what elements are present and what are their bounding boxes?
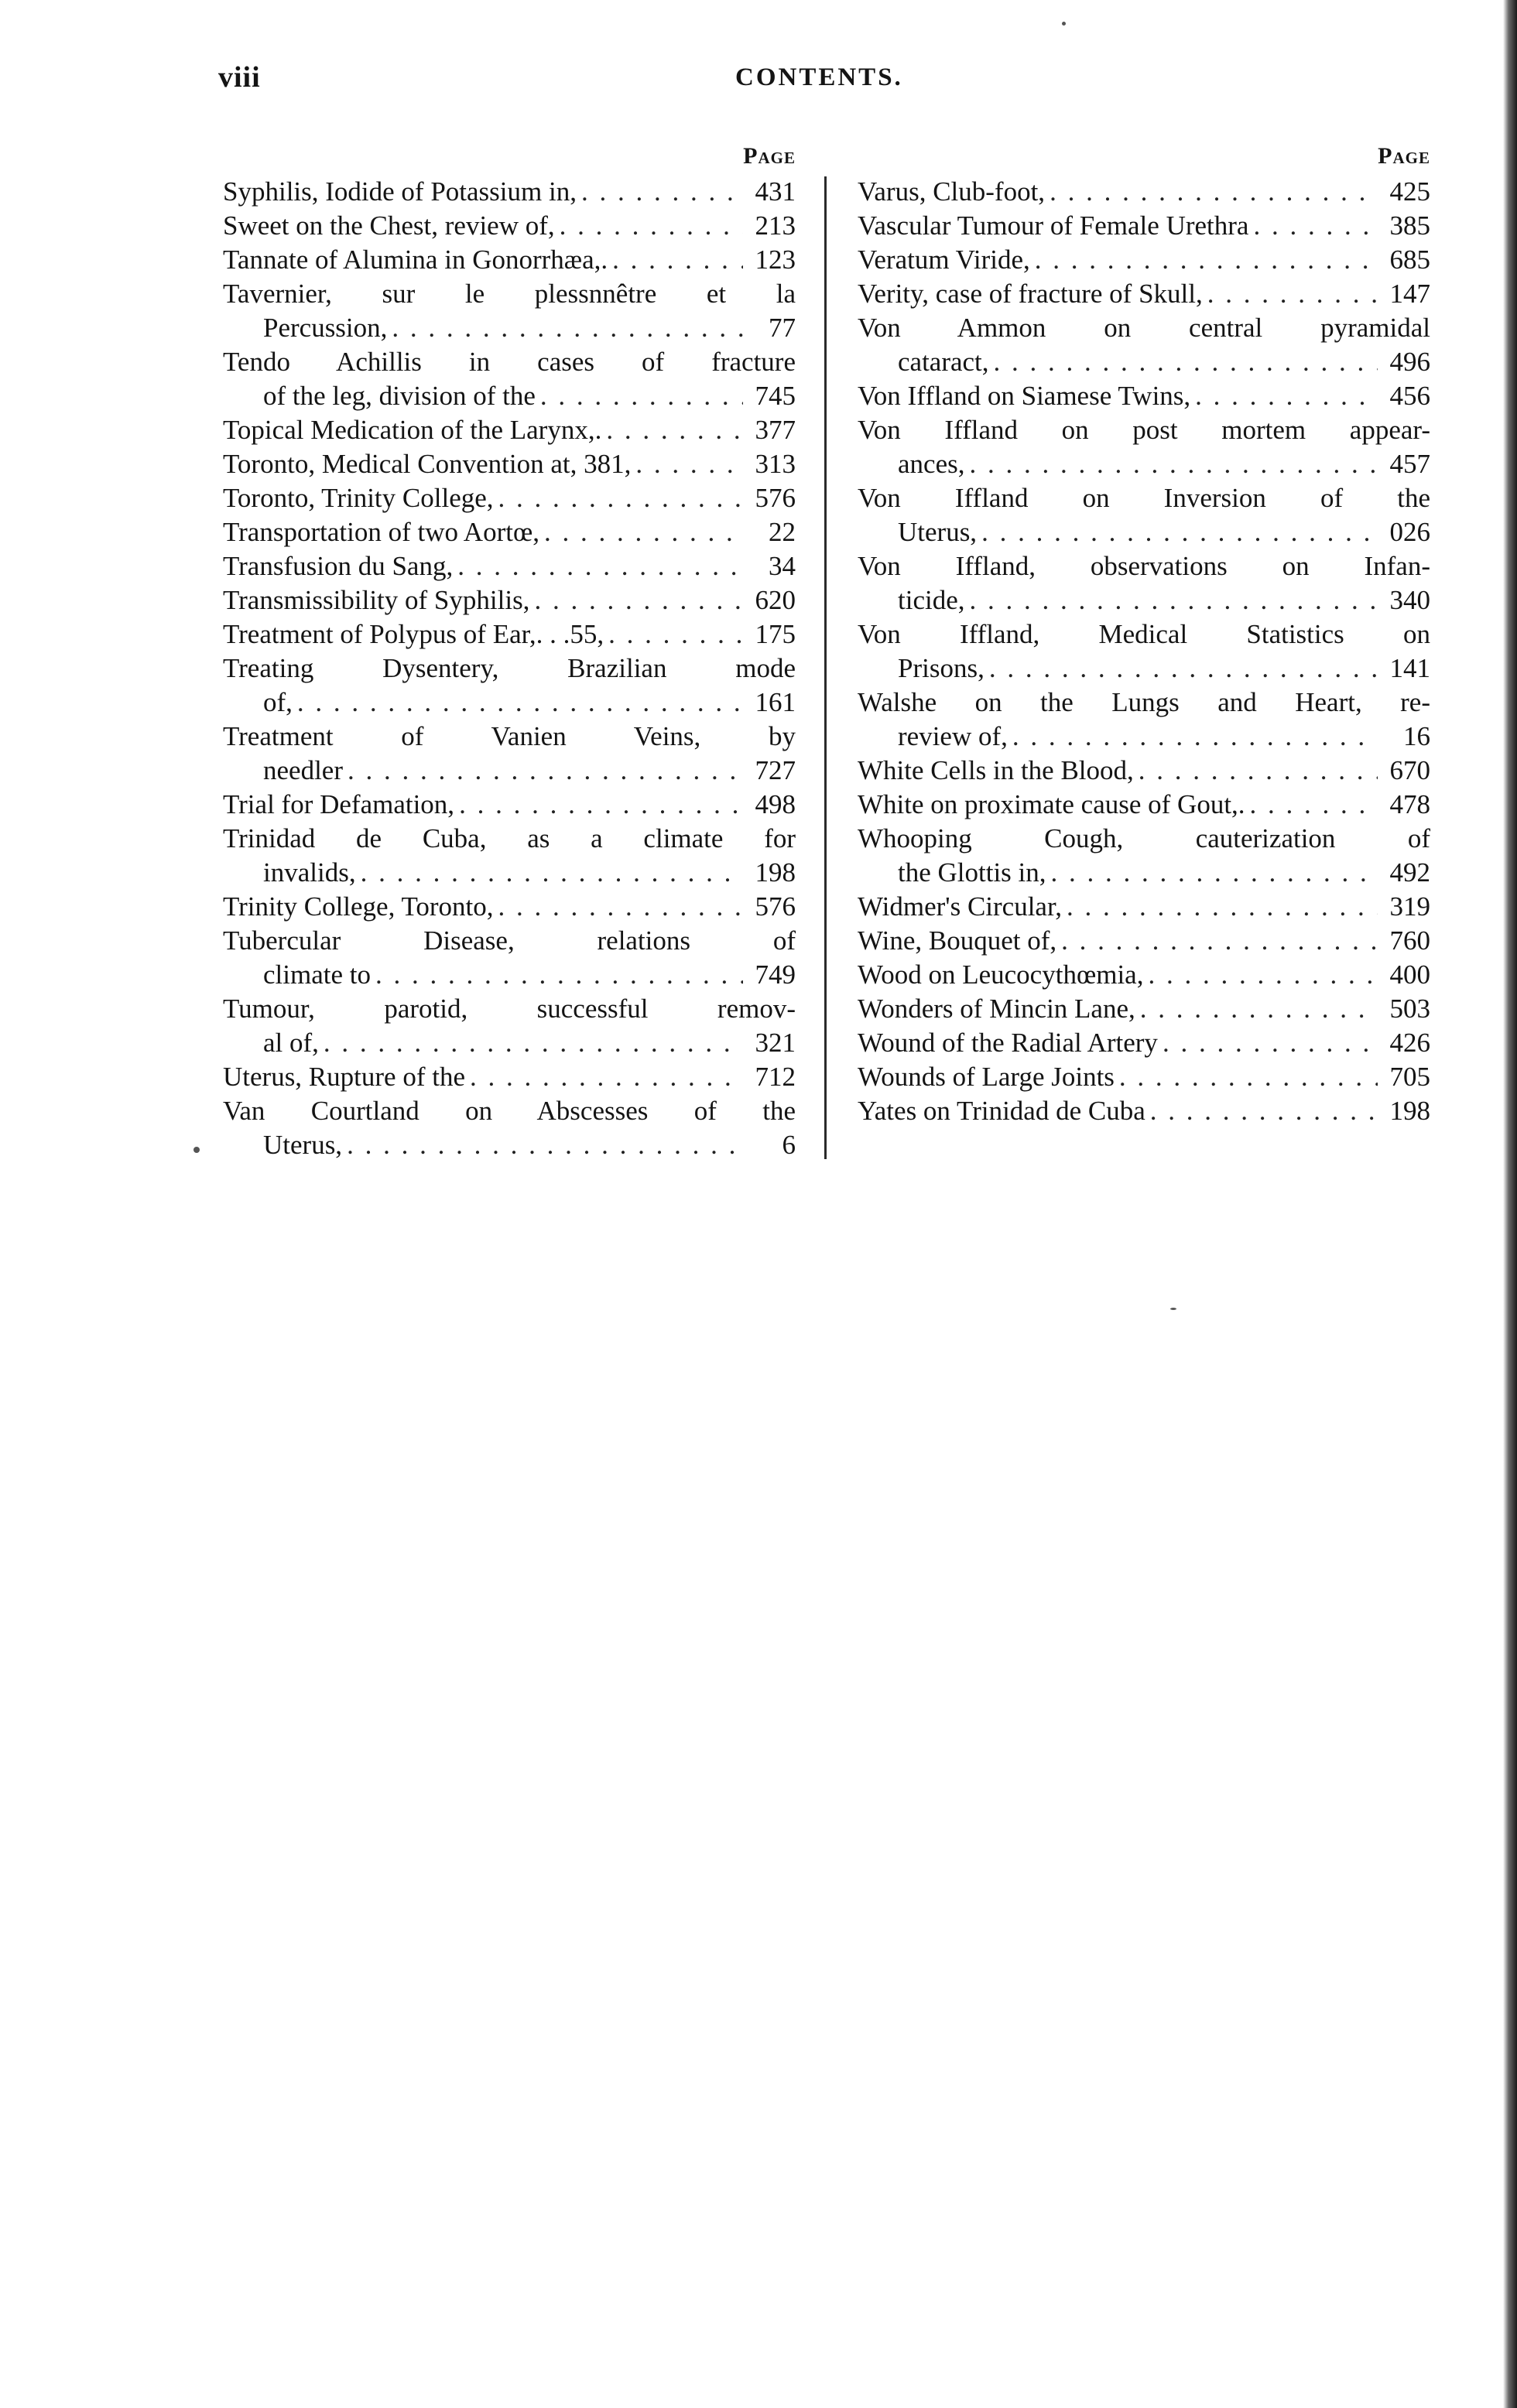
index-entry-page: 34 <box>769 551 796 581</box>
index-entry-page: 16 <box>1403 721 1430 751</box>
index-entry <box>223 481 796 515</box>
index-entry <box>858 754 1430 788</box>
index-entry-text: Wood on Leucocythœmia, <box>858 959 1144 990</box>
dot-leader <box>297 686 743 720</box>
index-entry <box>858 958 1430 992</box>
dot-leader <box>612 243 743 277</box>
index-entry-line <box>223 175 796 209</box>
index-entry <box>858 890 1430 924</box>
index-entry-line <box>858 175 1430 209</box>
index-entry-text: Transportation of two Aortœ, <box>223 517 539 547</box>
page-column-head: Page <box>1378 143 1430 169</box>
dot-leader <box>1148 958 1378 992</box>
dot-leader <box>635 447 743 481</box>
index-entry-text: Von Iffland, observations on Infan- <box>858 551 1430 581</box>
index-entry-line <box>223 720 796 754</box>
index-entry-line <box>858 754 1430 788</box>
index-entry <box>858 992 1430 1026</box>
index-entry <box>858 277 1430 311</box>
dot-leader <box>606 413 743 447</box>
index-entry-line <box>223 277 796 311</box>
dot-leader <box>544 515 743 549</box>
index-entry-page: 431 <box>755 176 796 207</box>
index-entry <box>223 720 796 788</box>
dot-leader <box>1140 992 1378 1026</box>
index-entry <box>223 583 796 617</box>
index-entry-page: 198 <box>755 857 796 888</box>
index-entry-text: Tubercular Disease, relations of <box>223 925 796 956</box>
index-entry-page: 141 <box>1389 653 1430 683</box>
dot-leader <box>392 311 743 345</box>
index-entry-line <box>223 481 796 515</box>
index-entry-page: 705 <box>1389 1062 1430 1092</box>
index-entry-line <box>858 652 1430 686</box>
index-entry <box>223 243 796 277</box>
index-entry <box>223 549 796 583</box>
index-entry <box>223 447 796 481</box>
dot-leader <box>498 481 743 515</box>
index-entry-text: White Cells in the Blood, <box>858 755 1134 785</box>
index-entry-text: review of, <box>898 721 1008 751</box>
dot-leader <box>1050 175 1378 209</box>
index-entry-page: 492 <box>1389 857 1430 888</box>
index-entry-text: Widmer's Circular, <box>858 891 1062 922</box>
index-column-left <box>223 138 796 1162</box>
index-entry-line <box>223 1026 796 1060</box>
index-entry-page: 685 <box>1389 245 1430 275</box>
index-entry-line <box>858 992 1430 1026</box>
index-entry <box>858 481 1430 549</box>
index-entry <box>223 992 796 1060</box>
index-entry <box>223 924 796 992</box>
index-entry-line <box>223 1094 796 1128</box>
page-edge-shadow <box>1503 0 1517 2408</box>
index-entries-left <box>223 175 796 1162</box>
dot-leader <box>1061 924 1378 958</box>
index-entry-line <box>223 583 796 617</box>
index-entry-page: 745 <box>755 381 796 411</box>
index-entry-text: Trinity College, Toronto, <box>223 891 494 922</box>
page-number: viii <box>218 61 261 94</box>
dot-leader <box>981 515 1378 549</box>
index-entry-line <box>858 209 1430 243</box>
index-entry <box>858 243 1430 277</box>
index-entry-page: 457 <box>1389 449 1430 479</box>
dot-leader <box>459 788 743 822</box>
index-entry-text: Wine, Bouquet of, <box>858 925 1057 956</box>
index-entry-line <box>223 413 796 447</box>
index-entry-line <box>858 1026 1430 1060</box>
index-entry-text: Von Iffland, Medical Statistics on <box>858 619 1430 649</box>
index-entry-text: Trial for Defamation, <box>223 789 455 819</box>
index-entry-line <box>223 754 796 788</box>
index-entry-page: 456 <box>1389 381 1430 411</box>
index-entry-text: Tendo Achillis in cases of fracture <box>223 347 796 377</box>
running-head: CONTENTS. <box>735 63 903 91</box>
dot-leader <box>1250 788 1378 822</box>
index-entry-text: cataract, <box>898 347 989 377</box>
index-entry-text: Treating Dysentery, Brazilian mode <box>223 653 796 683</box>
index-entry <box>223 617 796 652</box>
index-entry <box>223 413 796 447</box>
index-entry-line <box>223 652 796 686</box>
index-entry-text: White on proximate cause of Gout,. <box>858 789 1245 819</box>
index-entry-page: 760 <box>1389 925 1430 956</box>
dot-leader <box>1195 379 1378 413</box>
index-entry-text: Varus, Club-foot, <box>858 176 1046 207</box>
dot-leader <box>1150 1094 1378 1128</box>
dot-leader <box>608 617 743 652</box>
index-entry-line <box>858 958 1430 992</box>
index-entry-line <box>223 1060 796 1094</box>
index-entry <box>223 788 796 822</box>
index-entry-text: Trinidad de Cuba, as a climate for <box>223 823 796 853</box>
print-speck <box>1170 1308 1176 1310</box>
index-entry-line <box>223 617 796 652</box>
index-entry <box>858 924 1430 958</box>
index-entry-text: Von Iffland on Inversion of the <box>858 483 1430 513</box>
index-entry <box>858 311 1430 379</box>
index-entry-page: 498 <box>755 789 796 819</box>
index-entry-line <box>858 1060 1430 1094</box>
index-entry-line <box>223 345 796 379</box>
dot-leader <box>994 345 1378 379</box>
index-entry-line <box>858 379 1430 413</box>
index-entry-line <box>858 924 1430 958</box>
index-entry-text: Vascular Tumour of Female Urethra <box>858 210 1249 241</box>
index-entry-text: Verity, case of fracture of Skull, <box>858 279 1203 309</box>
index-entry-page: 503 <box>1389 994 1430 1024</box>
dot-leader <box>324 1026 743 1060</box>
index-entry-line <box>858 277 1430 311</box>
index-entry-line <box>858 686 1430 720</box>
index-entry-text: Wounds of Large Joints <box>858 1062 1115 1092</box>
index-entry-line <box>858 481 1430 515</box>
index-entry-text: al of, <box>263 1028 319 1058</box>
index-entry-page: 576 <box>755 483 796 513</box>
index-entry <box>858 788 1430 822</box>
index-entry-page: 749 <box>755 959 796 990</box>
index-entry-page: 400 <box>1389 959 1430 990</box>
index-entry <box>858 1026 1430 1060</box>
index-entry-line <box>223 788 796 822</box>
index-entry-line <box>223 515 796 549</box>
index-entry-line <box>223 856 796 890</box>
index-entry <box>223 822 796 890</box>
index-entry-page: 22 <box>769 517 796 547</box>
index-entry <box>223 1094 796 1162</box>
index-entry-page: 425 <box>1389 176 1430 207</box>
index-entry-page: 313 <box>755 449 796 479</box>
page-column-head: Page <box>743 143 796 169</box>
index-entry-page: 147 <box>1389 279 1430 309</box>
index-entry-text: Wonders of Mincin Lane, <box>858 994 1135 1024</box>
index-entry-page: 426 <box>1389 1028 1430 1058</box>
index-entry-text: ticide, <box>898 585 965 615</box>
dot-leader <box>969 447 1378 481</box>
index-entry-text: Topical Medication of the Larynx,. <box>223 415 602 445</box>
index-entry-text: Whooping Cough, cauterization of <box>858 823 1430 853</box>
dot-leader <box>348 754 743 788</box>
index-entry-line <box>858 1094 1430 1128</box>
index-entry <box>223 209 796 243</box>
index-entry-line <box>223 992 796 1026</box>
index-column-right <box>858 138 1430 1128</box>
dot-leader <box>375 958 743 992</box>
index-entry-text: Treatment of Polypus of Ear,. . .55, <box>223 619 604 649</box>
index-entry-page: 319 <box>1389 891 1430 922</box>
dot-leader <box>970 583 1378 617</box>
index-entry-text: Wound of the Radial Artery <box>858 1028 1158 1058</box>
index-entry <box>223 890 796 924</box>
index-entry-text: Von Iffland on post mortem appear- <box>858 415 1430 445</box>
index-entry <box>858 617 1430 686</box>
index-entry-text: ances, <box>898 449 965 479</box>
index-entries-right <box>858 175 1430 1128</box>
index-entry-page: 377 <box>755 415 796 445</box>
dot-leader <box>1163 1026 1378 1060</box>
dot-leader <box>1012 720 1378 754</box>
index-entry-line <box>858 890 1430 924</box>
dot-leader <box>1067 890 1378 924</box>
index-entry-line <box>223 311 796 345</box>
index-entry-page: 198 <box>1389 1096 1430 1126</box>
index-entry-page: 620 <box>755 585 796 615</box>
index-entry-page: 321 <box>755 1028 796 1058</box>
index-entry <box>223 652 796 720</box>
index-entry <box>858 822 1430 890</box>
index-entry <box>858 1060 1430 1094</box>
index-entry <box>858 175 1430 209</box>
index-entry-line <box>223 447 796 481</box>
index-entry-text: Von Ammon on central pyramidal <box>858 313 1430 343</box>
index-entry-page: 340 <box>1389 585 1430 615</box>
index-entry-line <box>223 243 796 277</box>
index-entry-text: Syphilis, Iodide of Potassium in, <box>223 176 577 207</box>
index-entry-line <box>223 1128 796 1162</box>
index-entry-line <box>858 583 1430 617</box>
index-entry-text: needler <box>263 755 343 785</box>
dot-leader <box>581 175 743 209</box>
index-entry-text: Tannate of Alumina in Gonorrhæa,. <box>223 245 608 275</box>
index-entry-text: Transfusion du Sang, <box>223 551 454 581</box>
index-entry <box>858 379 1430 413</box>
index-entry-text: Walshe on the Lungs and Heart, re- <box>858 687 1430 717</box>
index-entry <box>858 413 1430 481</box>
column-divider <box>824 176 827 1159</box>
dot-leader <box>989 652 1378 686</box>
index-entry-text: Veratum Viride, <box>858 245 1030 275</box>
index-entry-page: 576 <box>755 891 796 922</box>
index-entry-line <box>223 924 796 958</box>
index-entry-page: 77 <box>769 313 796 343</box>
index-entry-line <box>858 788 1430 822</box>
index-entry-text: Sweet on the Chest, review of, <box>223 210 555 241</box>
index-entry-page: 727 <box>755 755 796 785</box>
index-entry-page: 175 <box>755 619 796 649</box>
index-entry-line <box>858 345 1430 379</box>
dot-leader <box>361 856 743 890</box>
index-entry-page: 385 <box>1389 210 1430 241</box>
index-entry-page: 123 <box>755 245 796 275</box>
index-entry-text: the Glottis in, <box>898 857 1046 888</box>
index-entry-text: Uterus, <box>263 1130 343 1160</box>
index-entry-text: Percussion, <box>263 313 388 343</box>
index-entry-text: Uterus, <box>898 517 978 547</box>
dot-leader <box>1051 856 1378 890</box>
dot-leader <box>470 1060 743 1094</box>
dot-leader <box>347 1128 743 1162</box>
index-entry-line <box>223 958 796 992</box>
index-entry-text: Prisons, <box>898 653 985 683</box>
index-entry <box>223 277 796 345</box>
index-entry-text: Van Courtland on Abscesses of the <box>223 1096 796 1126</box>
index-entry-page: 213 <box>755 210 796 241</box>
index-entry-text: Von Iffland on Siamese Twins, <box>858 381 1191 411</box>
index-entry <box>223 1060 796 1094</box>
index-entry-text: Toronto, Trinity College, <box>223 483 494 513</box>
index-entry-page: 6 <box>782 1130 796 1160</box>
index-entry-text: invalids, <box>263 857 356 888</box>
index-entry-line <box>858 413 1430 447</box>
dot-leader <box>560 209 743 243</box>
index-entry-page: 161 <box>755 687 796 717</box>
index-entry-line <box>858 856 1430 890</box>
index-entry-page: 478 <box>1389 789 1430 819</box>
index-entry-text: of the leg, division of the <box>263 381 536 411</box>
print-speck <box>1062 22 1066 26</box>
dot-leader <box>534 583 743 617</box>
index-entry-line <box>858 822 1430 856</box>
index-entry <box>223 175 796 209</box>
index-entry-line <box>223 822 796 856</box>
index-entry-line <box>858 515 1430 549</box>
index-entry-line <box>223 209 796 243</box>
index-entry-page: 670 <box>1389 755 1430 785</box>
index-entry-page: 712 <box>755 1062 796 1092</box>
index-entry-page: 496 <box>1389 347 1430 377</box>
dot-leader <box>457 549 743 583</box>
index-entry-text: Tavernier, sur le plessnnêtre et la <box>223 279 796 309</box>
index-entry-page: 026 <box>1389 517 1430 547</box>
dot-leader <box>1253 209 1378 243</box>
index-entry-text: Toronto, Medical Convention at, 381, <box>223 449 632 479</box>
index-entry-line <box>223 890 796 924</box>
dot-leader <box>1119 1060 1378 1094</box>
dot-leader <box>1207 277 1378 311</box>
index-entry-line <box>223 686 796 720</box>
dot-leader <box>1035 243 1378 277</box>
index-entry <box>858 209 1430 243</box>
dot-leader <box>498 890 743 924</box>
index-entry-text: Treatment of Vanien Veins, by <box>223 721 796 751</box>
print-speck <box>193 1147 200 1153</box>
index-entry-line <box>858 447 1430 481</box>
index-entry <box>223 515 796 549</box>
index-entry-line <box>223 549 796 583</box>
index-entry-text: Tumour, parotid, successful remov- <box>223 994 796 1024</box>
index-entry <box>858 1094 1430 1128</box>
dot-leader <box>1139 754 1378 788</box>
index-entry <box>858 549 1430 617</box>
index-entry-text: of, <box>263 687 293 717</box>
index-entry-line <box>858 243 1430 277</box>
index-entry <box>858 686 1430 754</box>
index-entry-text: Yates on Trinidad de Cuba <box>858 1096 1145 1126</box>
index-entry-line <box>223 379 796 413</box>
index-entry-line <box>858 549 1430 583</box>
index-entry <box>223 345 796 413</box>
index-entry-text: Uterus, Rupture of the <box>223 1062 465 1092</box>
index-entry-text: climate to <box>263 959 371 990</box>
index-entry-line <box>858 720 1430 754</box>
dot-leader <box>540 379 743 413</box>
index-entry-line <box>858 311 1430 345</box>
index-entry-text: Transmissibility of Syphilis, <box>223 585 530 615</box>
index-entry-line <box>858 617 1430 652</box>
